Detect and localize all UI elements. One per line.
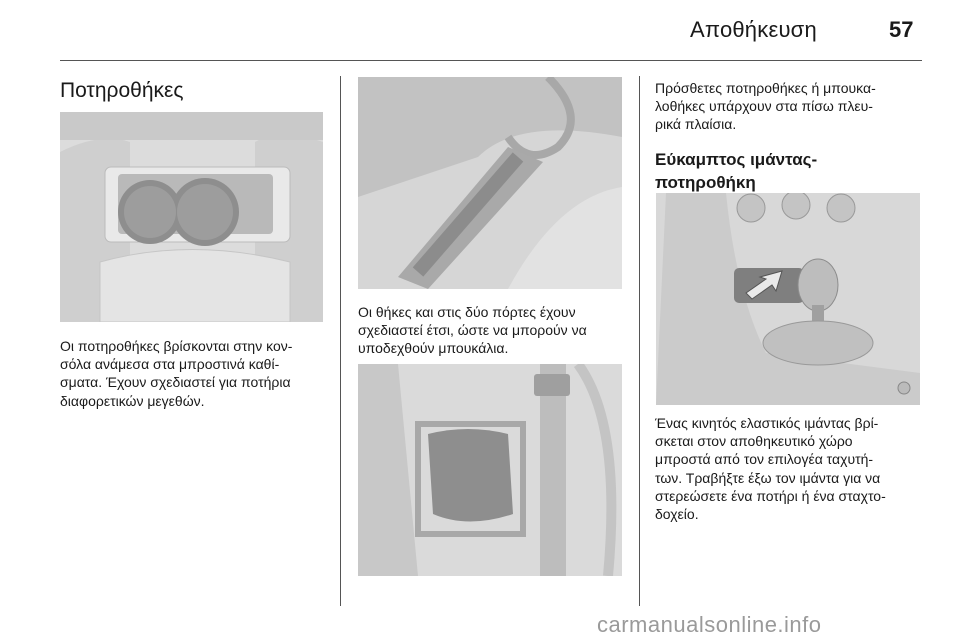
text-line: Πρόσθετες ποτηροθήκες ή μπουκα- [655, 80, 876, 96]
paragraph-additional-holders [655, 79, 876, 134]
heading-line: ποτηροθήκη [655, 173, 756, 192]
header-rule [60, 60, 922, 61]
text-line: ρικά πλαίσια. [655, 116, 737, 133]
section-heading-flexible-strap [655, 148, 817, 194]
paragraph-door-pockets [358, 303, 587, 358]
illustration-flexible-strap [656, 193, 920, 405]
text-line: στερεώσετε ένα ποτήρι ή ένα σταχτο- [655, 487, 886, 504]
section-heading-cupholders: Ποτηροθήκες [60, 79, 184, 102]
text-line: δοχείο. [655, 506, 699, 523]
paragraph-cupholders [60, 337, 292, 410]
heading-line: Εύκαμπτος ιμάντας- [655, 150, 818, 169]
text-line: των. Τραβήξτε έξω τον ιμάντα για να [655, 469, 881, 486]
text-line: σχεδιαστεί έτσι, ώστε να μπορούν να [358, 322, 587, 339]
illustration-console-cupholders [60, 112, 323, 322]
column-divider-left [340, 76, 341, 606]
text-line: Οι θήκες και στις δύο πόρτες έχουν [358, 304, 576, 320]
column-divider-right [639, 76, 640, 606]
text-line: υποδεχθούν μπουκάλια. [358, 340, 509, 357]
text-line: διαφορετικών μεγεθών. [60, 392, 205, 409]
page-number: 57 [889, 17, 914, 42]
illustration-door-bottle-holder [358, 77, 622, 289]
illustration-rear-side-holder [358, 364, 622, 576]
watermark: carmanualsonline.info [597, 612, 822, 637]
running-header-title: Αποθήκευση [690, 17, 817, 42]
text-line: Ένας κινητός ελαστικός ιμάντας βρί- [655, 415, 879, 431]
text-line: σκεται στον αποθηκευτικό χώρο [655, 433, 853, 450]
text-line: σόλα ανάμεσα στα μπροστινά καθί- [60, 356, 280, 373]
text-line: σματα. Έχουν σχεδιαστεί για ποτήρια [60, 374, 291, 391]
paragraph-flexible-strap [655, 414, 886, 523]
text-line: λοθήκες υπάρχουν στα πίσω πλευ- [655, 98, 873, 115]
text-line: Οι ποτηροθήκες βρίσκονται στην κον- [60, 338, 293, 354]
text-line: μπροστά από τον επιλογέα ταχυτή- [655, 451, 874, 468]
